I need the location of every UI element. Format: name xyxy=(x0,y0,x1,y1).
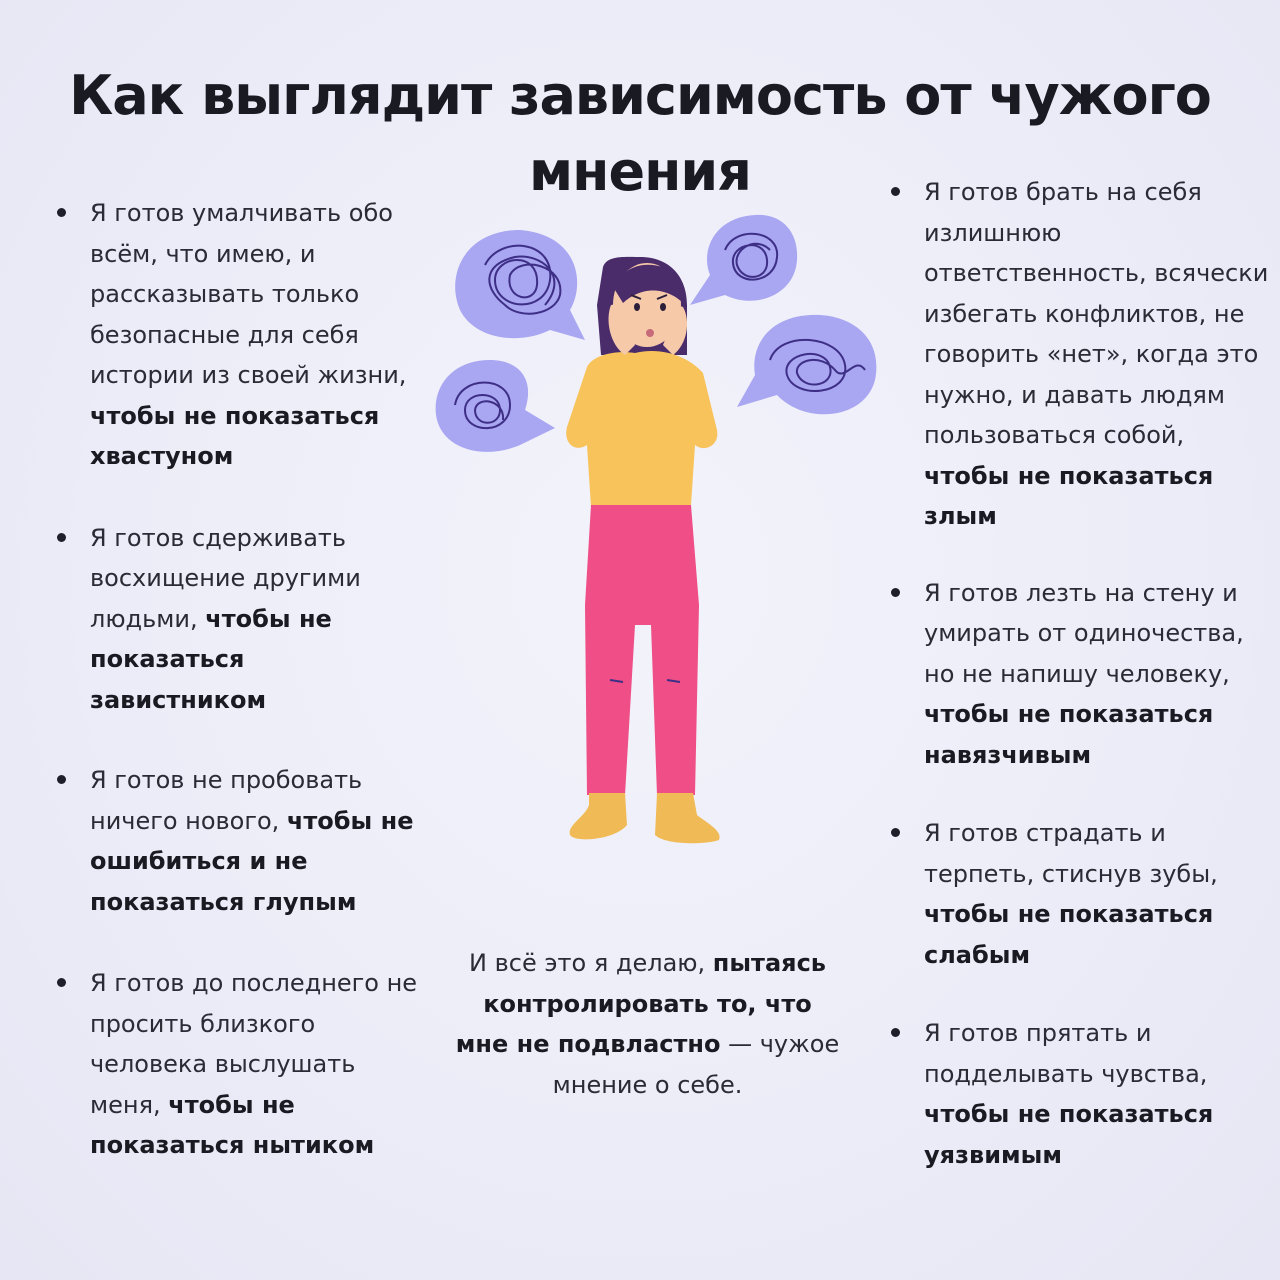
conclusion-tail: чужое мнение о себе. xyxy=(552,1030,840,1099)
title-line-1: Как выглядит зависимость от чужого xyxy=(69,64,1211,128)
list-item xyxy=(890,813,1270,975)
thought-bubble-top-right xyxy=(690,215,797,305)
thought-bubble-top-left xyxy=(455,230,585,340)
left-list xyxy=(56,193,426,1166)
item-bold-text: чтобы не показаться завистником xyxy=(90,604,332,714)
item-bold-text: чтобы не показаться слабым xyxy=(924,900,1214,969)
item-bold-text: чтобы не показаться навязчивым xyxy=(924,700,1214,769)
item-bold-text: чтобы не показаться злым xyxy=(924,461,1214,530)
illustration-svg xyxy=(425,195,895,855)
list-item xyxy=(56,963,426,1166)
conclusion-dash: — xyxy=(728,1030,753,1058)
item-text: Я готов умалчивать обо всём, что имею, и рассказывать только безопасные для себя истории из своей жизни, xyxy=(90,199,407,389)
woman-figure xyxy=(566,257,719,843)
item-bold-text: чтобы не показаться хвастуном xyxy=(90,401,380,470)
thought-bubble-right xyxy=(737,315,876,414)
pants xyxy=(585,505,699,795)
anxious-woman-illustration xyxy=(425,195,895,859)
item-text: Я готов до последнего не просить близкого человека выслушать меня, xyxy=(90,969,418,1119)
thought-bubble-left xyxy=(436,360,555,452)
list-item xyxy=(56,760,426,922)
list-item xyxy=(890,172,1270,537)
list-item xyxy=(56,518,426,721)
item-bold-text: чтобы не ошибиться и не показаться глупым xyxy=(90,806,414,916)
list-item xyxy=(56,193,426,477)
item-text: Я готов брать на себя излишнюю ответственность, всячески избегать конфликтов, не говорить «нет», когда это нужно, и давать людям пользоваться собой, xyxy=(924,178,1269,449)
list-item xyxy=(890,1013,1270,1175)
conclusion-text xyxy=(455,943,840,1105)
right-shoe xyxy=(655,793,720,843)
left-shoe xyxy=(570,793,627,839)
item-bold-text: чтобы не показаться нытиком xyxy=(90,1090,375,1159)
item-bold-text: чтобы не показаться уязвимым xyxy=(924,1100,1214,1169)
conclusion-intro: И всё это я делаю, xyxy=(469,949,706,977)
item-text: Я готов прятать и подделывать чувства, xyxy=(924,1019,1208,1088)
item-text: Я готов сдерживать восхищение другими людьми, xyxy=(90,523,361,633)
item-text: Я готов лезть на стену и умирать от одиночества, но не напишу человеку, xyxy=(924,578,1244,688)
title-line-2: мнения xyxy=(529,140,751,204)
right-list xyxy=(890,172,1270,1175)
item-text: Я готов не пробовать ничего нового, xyxy=(90,766,363,835)
item-text: Я готов страдать и терпеть, стиснув зубы, xyxy=(924,819,1218,888)
list-item xyxy=(890,573,1270,776)
sweater xyxy=(566,351,717,507)
conclusion-bold: пытаясь контролировать то, что мне не подвластно xyxy=(455,949,826,1058)
